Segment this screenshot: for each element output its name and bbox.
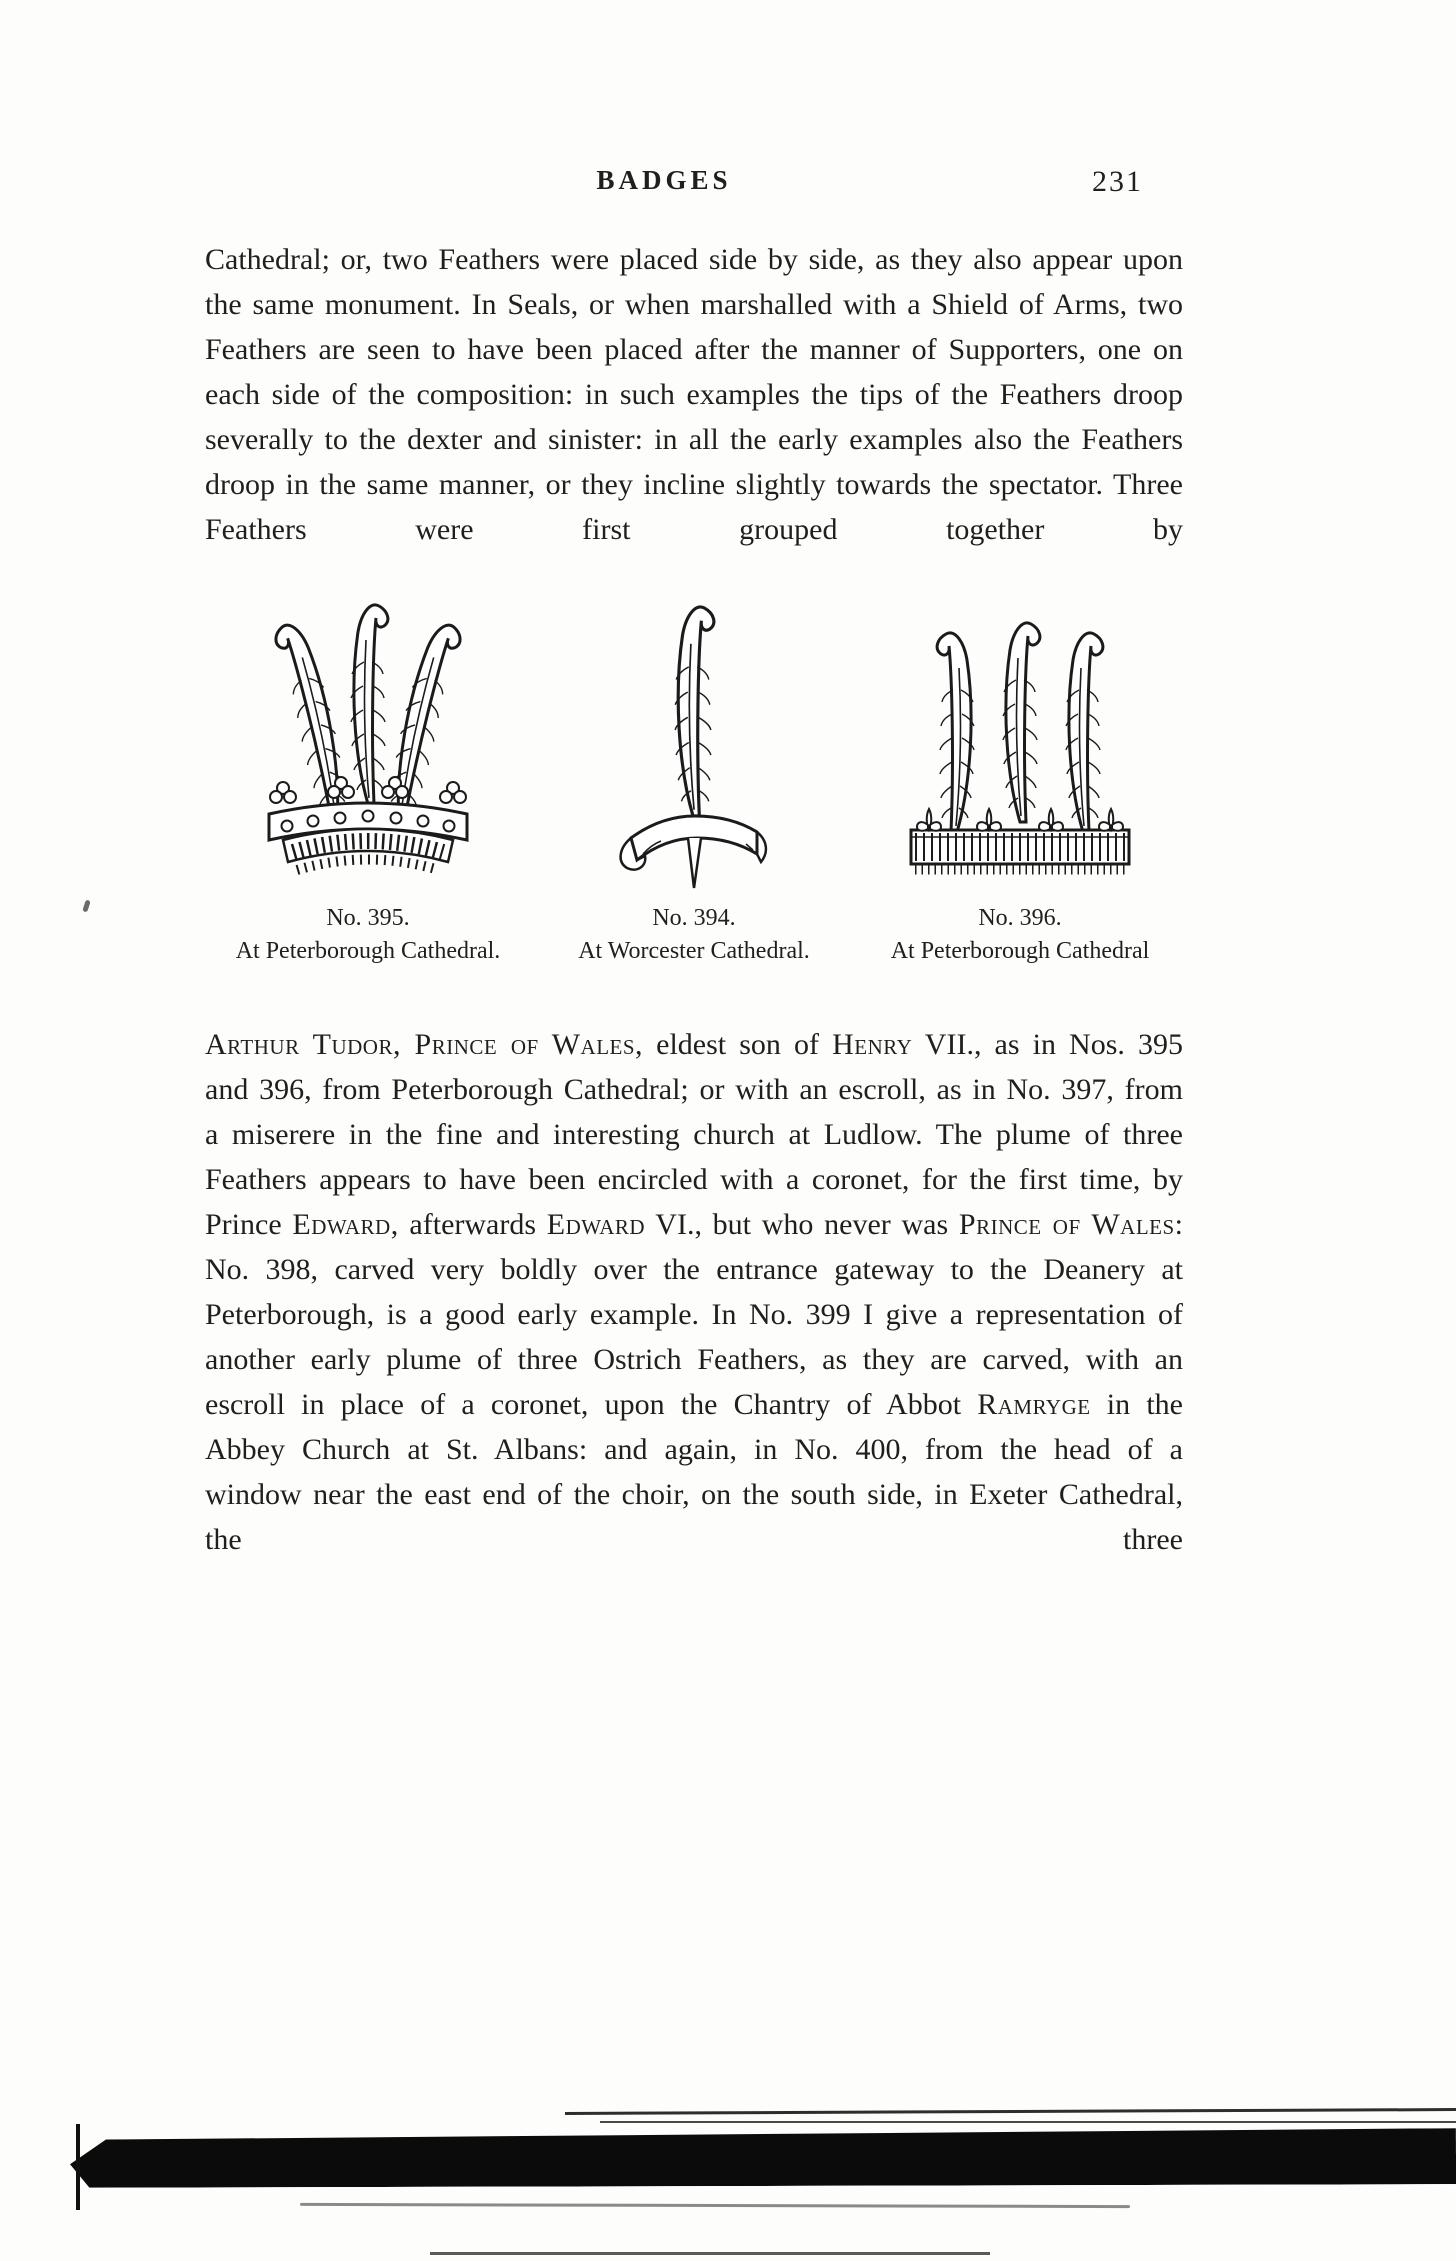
figure-location: At Peterborough Cathedral [890, 938, 1150, 964]
feather-icon [937, 633, 974, 832]
feather-icon [1066, 633, 1103, 832]
text-column [205, 165, 1183, 1562]
three-feathers-on-coronet-band-illustration [895, 590, 1145, 890]
running-header [205, 165, 1183, 211]
quill-tip-icon [688, 838, 701, 888]
figure-number: No. 394. [652, 905, 736, 931]
paragraph-2: Arthur Tudor, Prince of Wales, eldest son of Henry VII., as in Nos. 395 and 396, from Peterborough Cathedral; or with an escroll, as in No. 397, from a miserere in the fine and interesting church at Ludlow. The plume of three Feathers appears to have been encircled with a coronet, for the first time, by Prince Edward, afterwards Edward VI., but who never was Prince of Wales: No. 398, carved very boldly over the entrance gateway to the Deanery at Peterborough, is a good early example. In No. 399 I give a representation of another early plume of three Ostrich Feathers, as they are carved, with an escroll in place of a coronet, upon the Chantry of Abbot Ramryge in the Abbey Church at St. Albans: and again, in No. 400, from the head of a window near the east end of the choir, on the south side, in Exeter Cathedral, the three [205, 1028, 1184, 1556]
figure-number: No. 395. [326, 905, 410, 931]
fleur-de-lys-icon [977, 809, 1001, 831]
escroll-icon [621, 816, 766, 888]
figure-395 [205, 590, 531, 968]
figure-caption [236, 902, 501, 968]
figure-row [205, 590, 1183, 968]
scan-artifact-edge [76, 2124, 80, 2210]
scan-artifact-line [430, 2252, 990, 2255]
paragraph-1: Cathedral; or, two Feathers were placed side by side, as they also appear upon the same monument. In Seals, or when marshalled with a Shield of Arms, two Feathers are seen to have been placed after the manner of Supporters, one on each side of the composition: in such examples the tips of the Feathers droop severally to the dexter and sinister: in all the early examples also the Feathers droop in the same manner, or they incline slightly towards the spectator. Three Feathers were first grouped together by [205, 243, 1183, 546]
figure-396 [857, 590, 1183, 968]
figure-location: At Worcester Cathedral. [578, 938, 810, 964]
feather-icon [675, 607, 714, 816]
scan-artifact-line [565, 2108, 1456, 2115]
scan-speck [82, 900, 90, 913]
fleur-de-lys-icon [1099, 809, 1123, 831]
figure-394 [531, 590, 857, 968]
fleur-de-lys-icon [917, 809, 941, 831]
figure-caption [578, 902, 810, 968]
page-title: BADGES [596, 165, 732, 195]
figure-location: At Peterborough Cathedral. [235, 938, 501, 964]
figure-number: No. 396. [978, 905, 1062, 931]
single-feather-with-escroll-illustration [609, 590, 779, 890]
page-number: 231 [1092, 165, 1143, 198]
fleur-de-lys-icon [1039, 809, 1063, 831]
figure-caption [891, 902, 1150, 968]
scan-artifact-line [300, 2203, 1130, 2208]
scan-artifact-line [600, 2121, 1456, 2123]
scan-artifact-band [70, 2128, 1456, 2188]
feather-icon [1003, 623, 1040, 822]
three-feathers-in-coronet-illustration [253, 590, 483, 890]
feather-icon [351, 605, 388, 804]
